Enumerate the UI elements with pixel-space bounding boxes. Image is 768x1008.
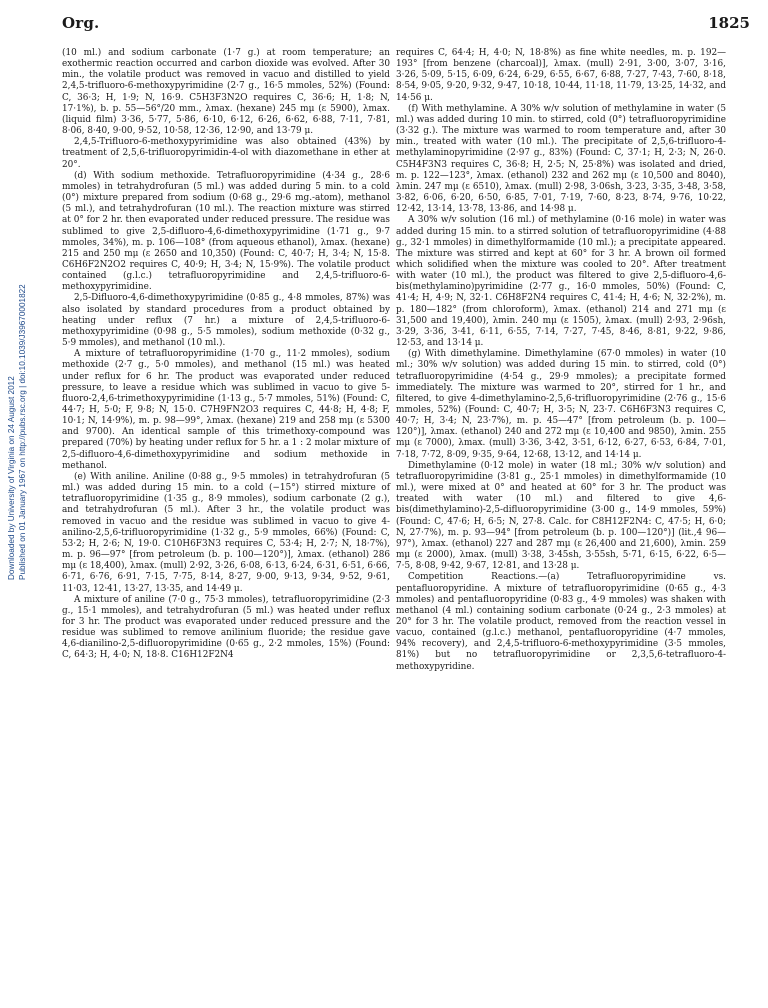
paragraph: (d) With sodium methoxide. Tetrafluoropyrimidine (4·34 g., 28·6 mmoles) in tetrahydrofuran (5 ml.) was added during 5 min. to a cold (0°) mixture prepared from sodium (0·68 g., 29·6 mg.-atom), methanol (5 ml.), and tetrahydrofuran (10 ml.). The reaction mixture was stirred at 0° for 2 hr. then evaporated under reduced pressure. The residue was sublimed to give 2,5-difluoro-4,6-dimethoxypyrimidine (1·71 g., 9·7 mmoles, 34%), m. p. 106—108° (from aqueous ethanol), λmax. (hexane) 215 and 250 mμ (ε 2650 and 10,350) (Found: C, 40·7; H, 3·4; N, 15·8. C6H6F2N2O2 requires C, 40·9; H, 3·4; N, 15·9%). The volatile product contained (g.l.c.) tetrafluoropyrimidine and 2,4,5-trifluoro-6-methoxypyrimidine.: [62, 170, 390, 293]
paragraph: (10 ml.) and sodium carbonate (1·7 g.) at room temperature; an exothermic reaction occurred and carbon dioxide was evolved. After 30 min., the volatile product was removed in vacuo and distilled to yield 2,4,5-trifluoro-6-methoxypyrimidine (2·7 g., 16·5 mmoles, 52%) (Found: C, 36·3; H, 1·9; N, 16·9. C5H3F3N2O requires C, 36·6; H, 1·8; N, 17·1%), b. p. 55—56°/20 mm., λmax. (hexane) 245 mμ (ε 5900), λmax. (liquid film) 3·36, 5·77, 5·86, 6·10, 6·12, 6·26, 6·62, 6·88, 7·11, 7·81, 8·06, 8·40, 9·00, 9·52, 10·58, 12·36, 12·90, and 13·79 μ.: [62, 48, 390, 137]
paragraph: A mixture of tetrafluoropyrimidine (1·70 g., 11·2 mmoles), sodium methoxide (2·7 g., 5·0 mmoles), and methanol (15 ml.) was heated under reflux for 6 hr. The product was evaporated under reduced pressure, to leave a residue which was sublimed in vacuo to give 5-fluoro-2,4,6-trimethoxypyrimidine (1·13 g., 5·7 mmoles, 51%) (Found: C, 44·7; H, 5·0; F, 9·8; N, 15·0. C7H9FN2O3 requires C, 44·8; H, 4·8; F, 10·1; N, 14·9%), m. p. 98—99°, λmax. (hexane) 219 and 258 mμ (ε 5300 and 9700). An identical sample of this trimethoxy-compound was prepared (70%) by heating under reflux for 5 hr. a 1 : 2 molar mixture of 2,5-difluoro-4,6-dimethoxypyrimidine and sodium methoxide in methanol.: [62, 349, 390, 471]
paragraph: requires C, 64·4; H, 4·0; N, 18·8%) as fine white needles, m. p. 192—193° [from benzene (charcoal)], λmax. (mull) 2·91, 3·00, 3·07, 3·16, 3·26, 5·09, 5·15, 6·09, 6·24, 6·29, 6·55, 6·67, 6·88, 7·27, 7·43, 7·60, 8·18, 8·54, 9·05, 9·20, 9·32, 9·47, 10·18, 10·44, 11·18, 11·79, 13·25, 14·32, and 14·56 μ.: [396, 48, 727, 103]
paragraph: (f) With methylamine. A 30% w/v solution of methylamine in water (5 ml.) was added during 10 min. to stirred, cold (0°) tetrafluoropyrimidine (3·32 g.). The mixture was warmed to room temperature and, after 30 min., treated with water (10 ml.). The precipitate of 2,5,6-trifluoro-4-methylaminopyrimidine (2·97 g., 83%) (Found: C, 37·1; H, 2·3; N, 26·0. C5H4F3N3 requires C, 36·8; H, 2·5; N, 25·8%) was isolated and dried, m. p. 122—123°, λmax. (ethanol) 232 and 262 mμ (ε 10,500 and 8040), λmin. 247 mμ (ε 6510), λmax. (mull) 2·98, 3·06sh, 3·23, 3·35, 3·48, 3·58, 3·82, 6·06, 6·20, 6·50, 6·85, 7·01, 7·19, 7·60, 8·23, 8·74, 9·76, 10·22, 12·42, 13·14, 13·78, 13·86, and 14·98 μ.: [396, 103, 726, 215]
paragraph: Dimethylamine (0·12 mole) in water (18 ml.; 30% w/v solution) and tetrafluoropyrimidine (3·81 g., 25·1 mmoles) in dimethylformamide (10 ml.), were mixed at 0° and heated at 60° for 3 hr. The product was treated with water (10 ml.) and filtered to give 4,6-bis(dimethylamino)-2,5-difluoropyrimidine (3·00 g., 14·9 mmoles, 59%) (Found: C, 47·6; H, 6·5; N, 27·8. Calc. for C8H12F2N4: C, 47·5; H, 6·0; N, 27·7%), m. p. 93—94° [from petroleum (b. p. 100—120°)] (lit.,4 96—97°), λmax. (ethanol) 227 and 287 mμ (ε 26,400 and 21,600), λmin. 259 mμ (ε 2000), λmax. (mull) 3·38, 3·45sh, 3·55sh, 5·71, 6·15, 6·22, 6·5—7·5, 8·08, 9·42, 9·67, 12·81, and 13·28 μ.: [396, 460, 726, 572]
publication-line[interactable]: Published on 01 January 1967 on http://pubs.rsc.org | doi:10.1039/J39670001822: [18, 284, 27, 580]
paragraph: A 30% w/v solution (16 ml.) of methylamine (0·16 mole) in water was added during 15 min. to a stirred solution of tetrafluoropyrimidine (4·88 g., 32·1 mmoles) in dimethylformamide (10 ml.); a precipitate appeared. The mixture was stirred and kept at 60° for 3 hr. A brown oil formed which solidified when the mixture was cooled to 20°. After treatment with water (10 ml.), the product was filtered to give 2,5-difluoro-4,6-bis(methylamino)pyrimidine (2·77 g., 16·0 mmoles, 50%) (Found: C, 41·4; H, 4·9; N, 32·1. C6H8F2N4 requires C, 41·4; H, 4·6; N, 32·2%), m. p. 180—182° (from chloroform), λmax. (ethanol) 214 and 271 mμ (ε 31,500 and 19,400), λmin. 240 mμ (ε 1505), λmax. (mull) 2·93, 2·96sh, 3·29, 3·36, 3·41, 6·11, 6·55, 7·14, 7·27, 7·45, 8·46, 8·81, 9·22, 9·86, 12·53, and 13·14 μ.: [396, 215, 726, 349]
right-column: [396, 48, 726, 673]
download-line[interactable]: Downloaded by University of Virginia on 24 August 2012: [7, 376, 16, 580]
left-column: [62, 48, 390, 662]
download-watermark: [6, 284, 28, 580]
paragraph: Competition Reactions.—(a) Tetrafluoropyrimidine vs. pentafluoropyridine. A mixture of tetrafluoropyrimidine (0·65 g., 4·3 mmoles) and pentafluoropyridine (0·83 g., 4·9 mmoles) was shaken with methanol (4 ml.) containing sodium carbonate (0·24 g., 2·3 mmoles) at 20° for 3 hr. The volatile product, removed from the reaction vessel in vacuo, contained (g.l.c.) methanol, pentafluoropyridine (4·7 mmoles, 94% recovery), and 2,4,5-trifluoro-6-methoxypyrimidine (3·5 mmoles, 81%) but no tetrafluoropyrimidine or 2,3,5,6-tetrafluoro-4-methoxypyridine.: [396, 572, 726, 672]
paragraph: A mixture of aniline (7·0 g., 75·3 mmoles), tetrafluoropyrimidine (2·3 g., 15·1 mmoles), and tetrahydrofuran (5 ml.) was heated under reflux for 3 hr. The product was evaporated under reduced pressure and the residue was sublimed to remove anilinium fluoride; the residue gave 4,6-dianilino-2,5-difluoropyrimidine (0·65 g., 2·2 mmoles, 15%) (Found: C, 64·3; H, 4·0; N, 18·8. C16H12F2N4: [62, 594, 390, 661]
paragraph: 2,5-Difluoro-4,6-dimethoxypyrimidine (0·85 g., 4·8 mmoles, 87%) was also isolated by standard procedures from a product obtained by heating under reflux (7 hr.) a mixture of 2,4,5-trifluoro-6-methoxypyrimidine (0·98 g., 5·5 mmoles), sodium methoxide (0·32 g., 5·9 mmoles), and methanol (10 ml.).: [62, 293, 390, 349]
paragraph: (g) With dimethylamine. Dimethylamine (67·0 mmoles) in water (10 ml.; 30% w/v solution) was added during 15 min. to stirred, cold (0°) tetrafluoropyrimidine (4·54 g., 29·9 mmoles); a precipitate formed immediately. The mixture was warmed to 20°, stirred for 1 hr., and filtered, to give 4-dimethylamino-2,5,6-trifluoropyrimidine (2·76 g., 15·6 mmoles, 52%) (Found: C, 40·7; H, 3·5; N, 23·7. C6H6F3N3 requires C, 40·7; H, 3·4; N, 23·7%), m. p. 45—47° [from petroleum (b. p. 100—120°)], λmax. (ethanol) 240 and 272 mμ (ε 10,400 and 9850), λmin. 255 mμ (ε 7000), λmax. (mull) 3·36, 3·42, 3·51, 6·12, 6·27, 6·53, 6·84, 7·01, 7·18, 7·72, 8·09, 9·35, 9·64, 12·68, 13·12, and 14·14 μ.: [396, 349, 726, 460]
journal-name: Org.: [62, 14, 100, 32]
paragraph: 2,4,5-Trifluoro-6-methoxypyrimidine was also obtained (43%) by treatment of 2,5,6-trifluoropyrimidin-4-ol with diazomethane in ether at 20°.: [62, 137, 390, 170]
paragraph: (e) With aniline. Aniline (0·88 g., 9·5 mmoles) in tetrahydrofuran (5 ml.) was added during 15 min. to a cold (−15°) stirred mixture of tetrafluoropyrimidine (1·35 g., 8·9 mmoles), sodium carbonate (2 g.), and tetrahydrofuran (5 ml.). After 3 hr., the volatile product was removed in vacuo and the residue was sublimed in vacuo to give 4-anilino-2,5,6-trifluoropyrimidine (1·32 g., 5·9 mmoles, 66%) (Found: C, 53·2; H, 2·6; N, 19·0. C10H6F3N3 requires C, 53·4; H, 2·7; N, 18·7%), m. p. 96—97° [from petroleum (b. p. 100—120°)], λmax. (ethanol) 286 mμ (ε 18,400), λmax. (mull) 2·92, 3·26, 6·08, 6·13, 6·24, 6·31, 6·51, 6·66, 6·71, 6·76, 6·91, 7·15, 7·75, 8·14, 8·27, 9·00, 9·13, 9·34, 9·52, 9·61, 11·03, 12·41, 13·27, 13·35, and 14·49 μ.: [62, 471, 390, 594]
page-number: 1825: [708, 14, 750, 32]
